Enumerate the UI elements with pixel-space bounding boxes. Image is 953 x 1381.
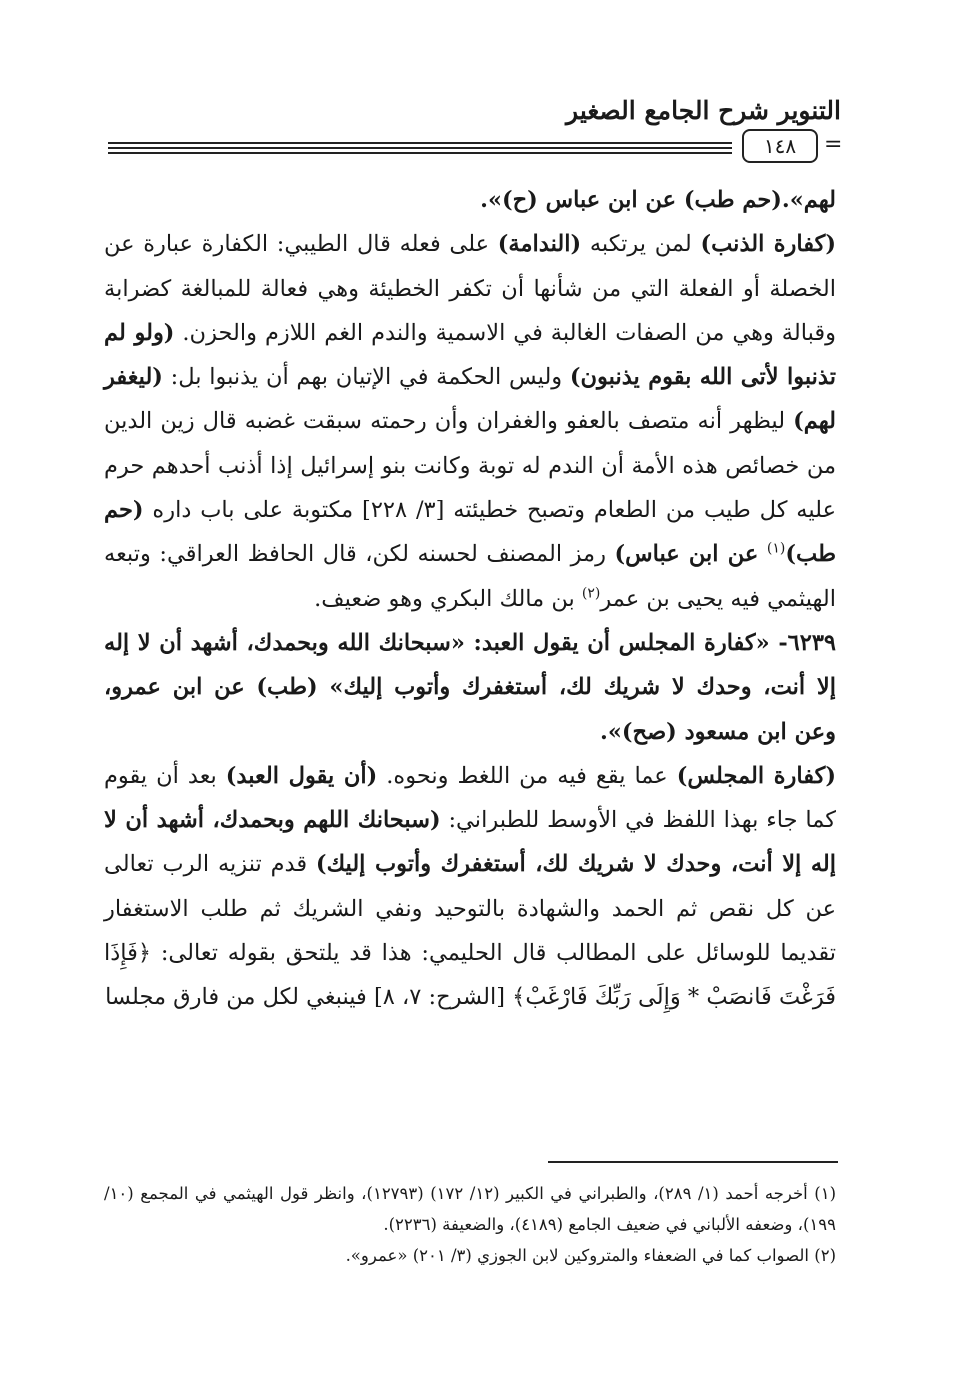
paragraph bbox=[104, 222, 836, 621]
running-title: التنوير شرح الجامع الصغير bbox=[566, 96, 841, 125]
hadith-entry: ٦٢٣٩- «كفارة المجلس أن يقول العبد: «سبحانك الله وبحمدك، أشهد أن لا إله إلا أنت، وحدك لا شريك لك، أستغفرك وأتوب إليك» (طب) عن ابن عمرو، وعن ابن مسعود (صح)». bbox=[104, 629, 836, 745]
footnote-1: (١) أخرجه أحمد (١/ ٢٨٩)، والطبراني في الكبير (١٢/ ١٧٢) (١٢٧٩٣)، وانظر قول الهيثمي في المجمع (١٠/ ١٩٩)، وضعفه الألباني في ضعيف الجامع (٤١٨٩)، والضعيفة (٢٢٣٦). bbox=[104, 1184, 837, 1234]
footnote-ref[interactable]: (١) bbox=[766, 540, 786, 557]
footnote-separator bbox=[548, 1161, 838, 1163]
footnote-ref[interactable]: (٢) bbox=[581, 585, 601, 602]
hadith-quote: (الندامة) bbox=[497, 231, 582, 258]
hadith-quote: (أن يقول العبد) bbox=[225, 762, 378, 789]
commentary-text: بن مالك البكري وهو ضعيف. bbox=[314, 585, 582, 612]
hadith-quote: (سبحانك اللهم وبحمدك، أشهد أن لا إله إلا أنت، وحدك لا شريك لك، أستغفرك وأتوب إليك) bbox=[104, 807, 836, 878]
commentary-text: بعد أن يقوم كما جاء بهذا اللفظ في الأوسط للطبراني: bbox=[104, 762, 836, 834]
commentary-text: قدم تنزيه الرب تعالى عن كل نقص ثم الحمد والشهادة بالتوحيد ونفي الشريك ثم طلب الاستغفار تقديما للوسائل على المطالب قال الحليمي: هذا قد يلتحق بقوله تعالى: ﴿فَإِذَا فَرَغْتَ فَانصَبْ * وَإِلَى رَبِّكَ فَارْغَبْ﴾ [الشرح: ٧، ٨] فينبغي لكل من فارق مجلسا bbox=[104, 851, 836, 1011]
hadith-quote: (ولو لم تذنبوا لأتى الله بقوم يذنبون) bbox=[104, 319, 837, 391]
header-rule-line bbox=[108, 152, 732, 154]
paragraph bbox=[104, 754, 836, 1020]
commentary-text: على فعله قال الطيبي: الكفارة عبارة عن الخصلة أو الفعلة التي من شأنها أن تكفر الخطيئة وهي فعالة للمبالغة كضرابة وقبالة وهي من الصفات الغالبة في الاسمية والندم الغم اللازم والحزن. bbox=[104, 231, 836, 346]
commentary-text: عما يقع فيه من اللغط ونحوه. bbox=[377, 762, 677, 789]
hadith-text: لهم».(حم طب) عن ابن عباس (ح)». bbox=[480, 187, 836, 213]
hadith-quote: (كفارة الذنب) bbox=[700, 231, 836, 258]
commentary-text bbox=[758, 541, 767, 567]
hadith-quote: عن ابن عباس) bbox=[614, 541, 759, 568]
page-number-box bbox=[742, 129, 818, 163]
hadith-quote: (كفارة المجلس) bbox=[676, 762, 837, 789]
page-number: ١٤٨ bbox=[763, 134, 797, 158]
page-number-ornament: = bbox=[824, 132, 843, 157]
hadith-quote: (حم طب) bbox=[104, 497, 837, 568]
footnote-2: (٢) الصواب كما في الضعفاء والمتروكين لابن الجوزي (٣/ ٢٠١) «عمرو». bbox=[345, 1246, 836, 1265]
hadith-quote: (ليغفر لهم) bbox=[104, 364, 836, 435]
header-rule bbox=[108, 124, 843, 164]
paragraph bbox=[104, 621, 836, 754]
paragraph bbox=[104, 178, 836, 222]
main-text bbox=[104, 178, 836, 1020]
commentary-text: وليس الحكمة في الإتيان بهم أن يذنبوا بل: bbox=[162, 364, 570, 391]
commentary-text: لمن يرتكبه bbox=[581, 231, 701, 258]
header-rule-line bbox=[108, 147, 732, 149]
commentary-text: رمز المصنف لحسنه لكن، قال الحافظ العراقي: وتبعه الهيثمي فيه يحيى بن عمر bbox=[104, 541, 836, 612]
header-rule-line bbox=[108, 142, 732, 144]
footnotes bbox=[104, 1178, 836, 1271]
commentary-text: ليظهر أنه متصف بالعفو والغفران وأن رحمته سبقت غضبه قال زين الدين من خصائص هذه الأمة أن الندم له توبة وكانت بنو إسرائيل إذا أذنب أحدهم حرم عليه كل طيب من الطعام وتصبح خطيئته [٣/ ٢٢٨] مكتوبة على باب داره bbox=[104, 408, 837, 524]
